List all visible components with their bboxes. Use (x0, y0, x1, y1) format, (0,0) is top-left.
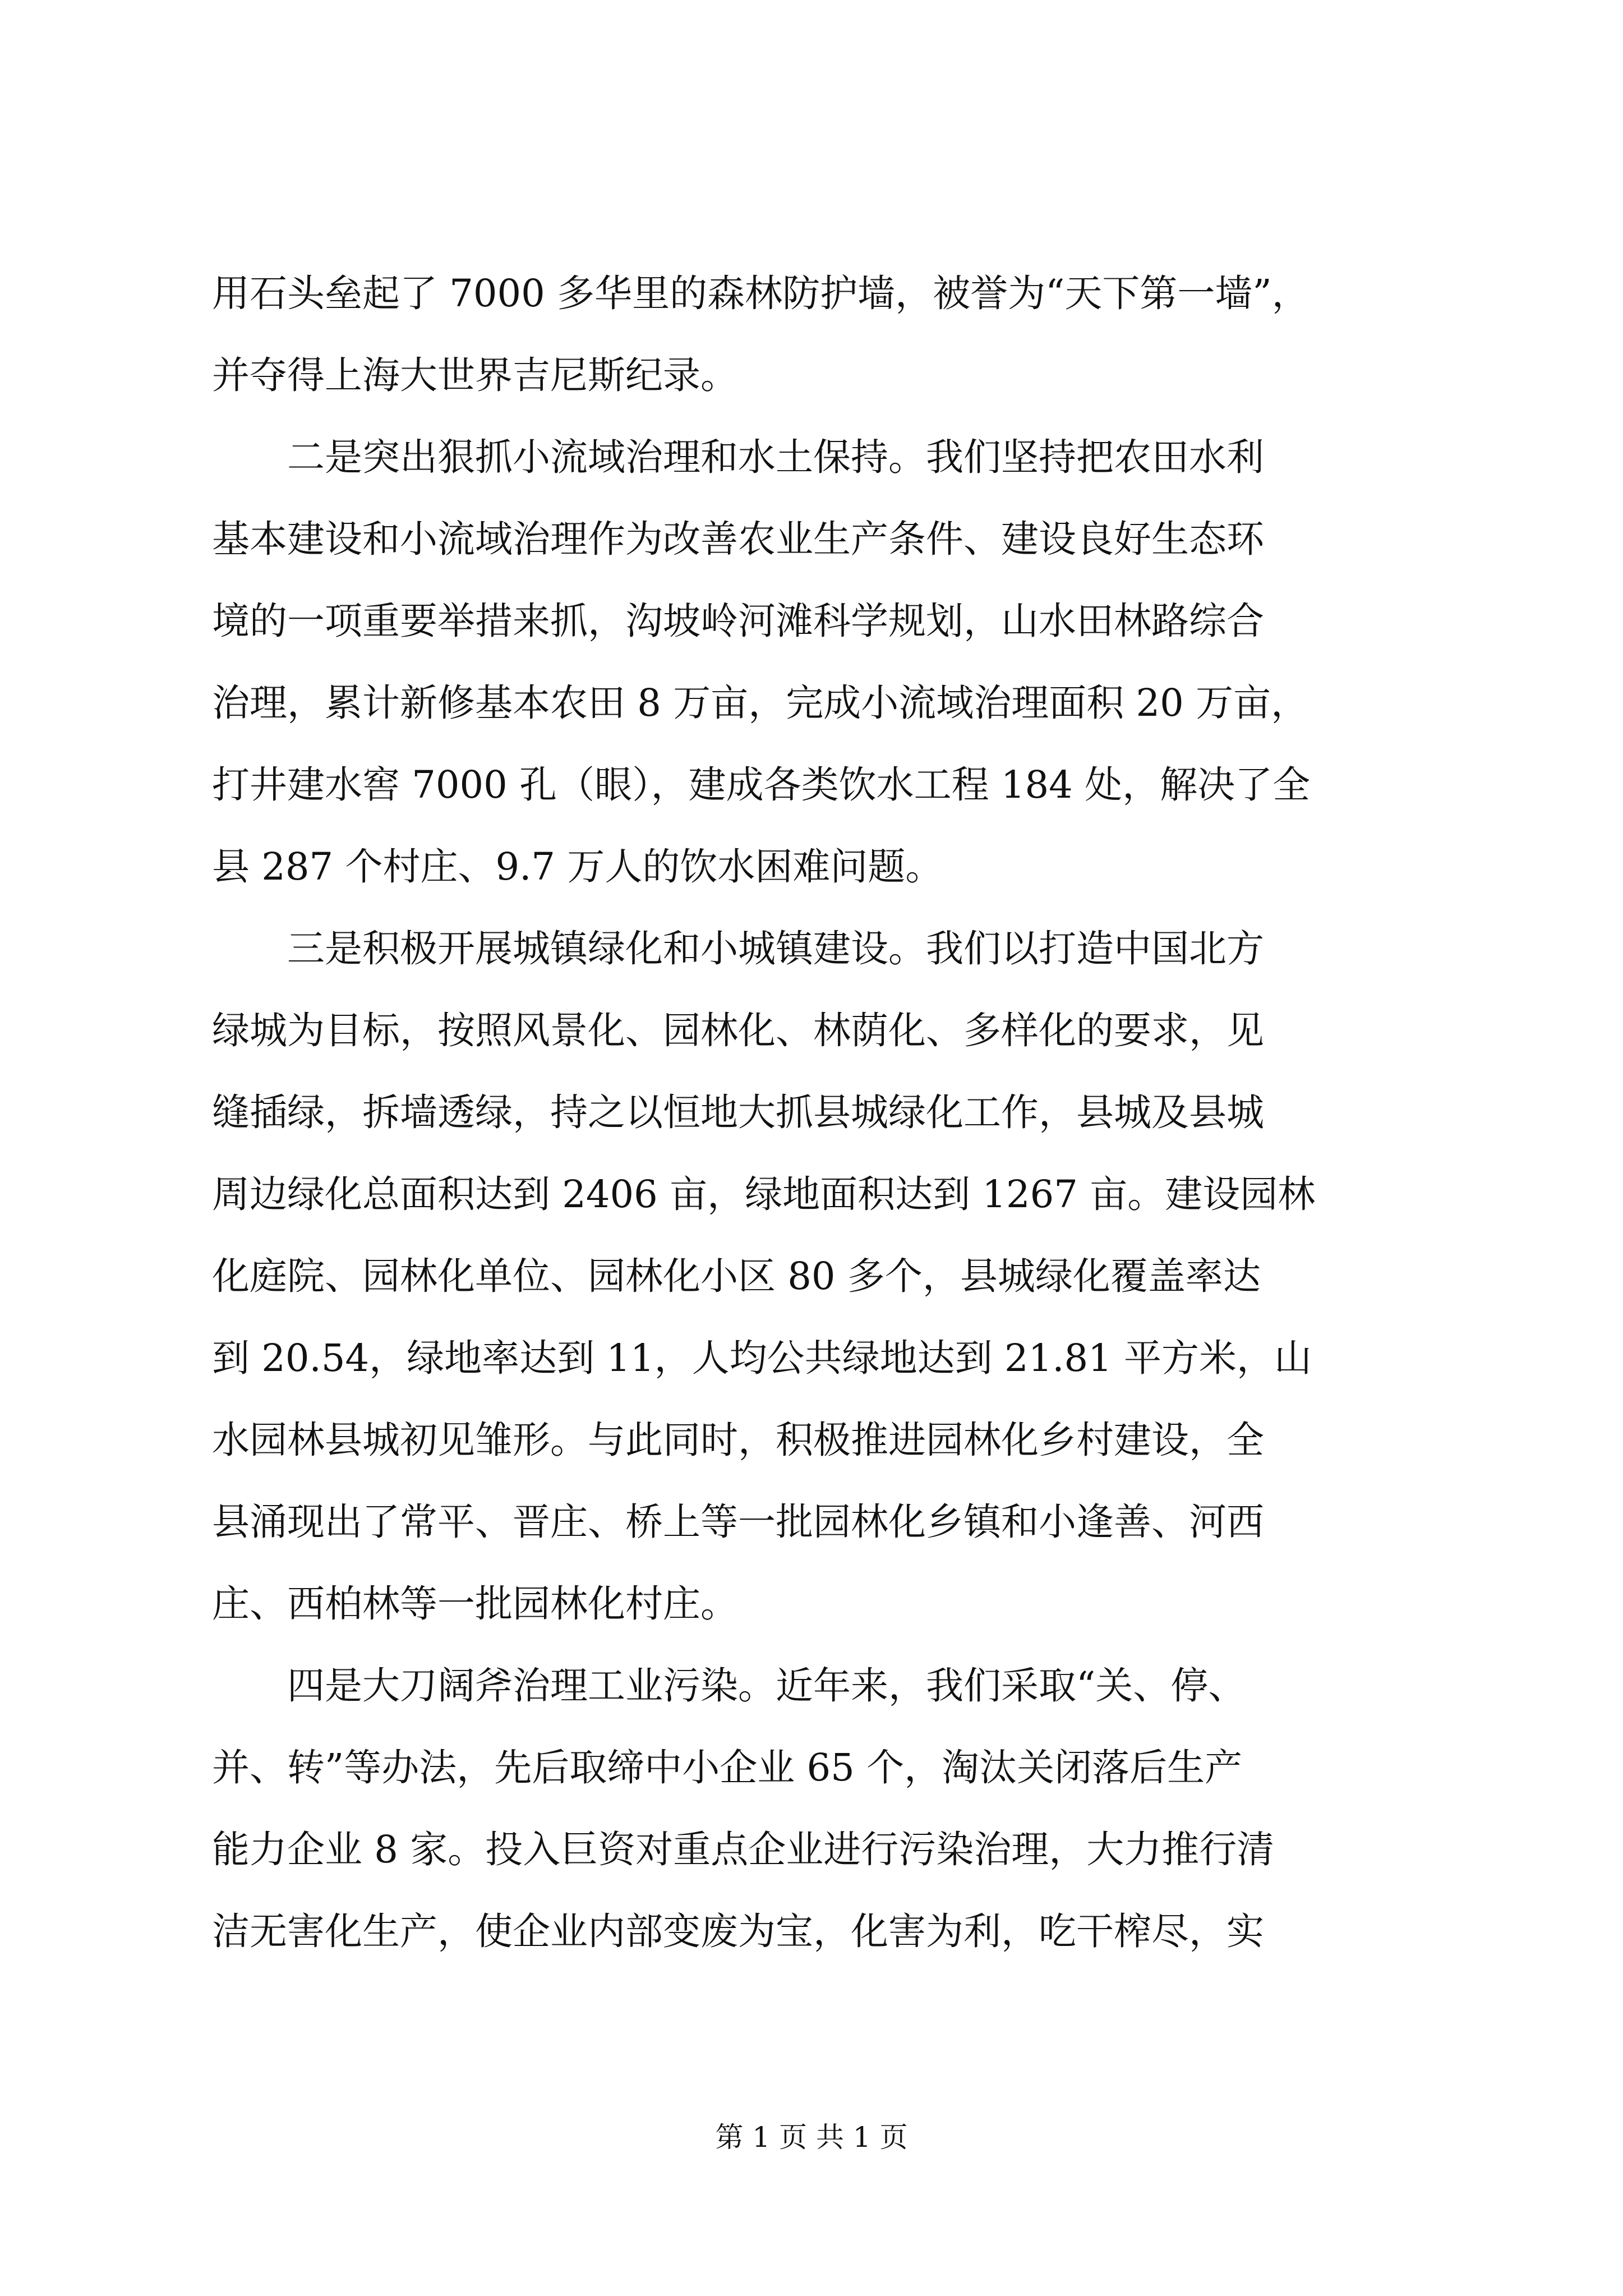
text-line: 并夺得上海大世界吉尼斯纪录。 (212, 353, 738, 397)
page-footer (0, 2115, 1623, 2155)
text-line: 水园林县城初见雏形。与此同时，积极推进园林化乡村建设，全 (212, 1418, 1264, 1462)
text-line: 到 20.54，绿地率达到 11，人均公共绿地达到 21.81 平方米，山 (212, 1336, 1312, 1380)
text-line: 二是突出狠抓小流域治理和水土保持。我们坚持把农田水利 (212, 435, 1264, 479)
text-line: 并、转”等办法，先后取缔中小企业 65 个，淘汰关闭落后生产 (212, 1746, 1243, 1789)
text-line: 用石头垒起了 7000 多华里的森林防护墙，被誉为“天下第一墙”， (212, 272, 1310, 315)
text-line: 基本建设和小流域治理作为改善农业生产条件、建设良好生态环 (212, 517, 1264, 561)
text-line: 三是积极开展城镇绿化和小城镇建设。我们以打造中国北方 (212, 927, 1264, 970)
text-line: 周边绿化总面积达到 2406 亩，绿地面积达到 1267 亩。建设园林 (212, 1172, 1316, 1216)
text-line: 打井建水窖 7000 孔（眼），建成各类饮水工程 184 处，解决了全 (212, 763, 1311, 807)
text-line: 缝插绿，拆墙透绿，持之以恒地大抓县城绿化工作，县城及县城 (212, 1091, 1264, 1134)
text-line: 境的一项重要举措来抓，沟坡岭河滩科学规划，山水田林路综合 (212, 599, 1264, 643)
page-number-label: 第 1 页 共 1 页 (715, 2121, 908, 2154)
text-line: 绿城为目标，按照风景化、园林化、林荫化、多样化的要求，见 (212, 1009, 1264, 1052)
text-line: 县涌现出了常平、晋庄、桥上等一批园林化乡镇和小逢善、河西 (212, 1500, 1264, 1544)
text-line: 四是大刀阔斧治理工业污染。近年来，我们采取“关、停、 (212, 1664, 1246, 1708)
text-line: 能力企业 8 家。投入巨资对重点企业进行污染治理，大力推行清 (212, 1828, 1275, 1871)
text-line: 治理，累计新修基本农田 8 万亩，完成小流域治理面积 20 万亩， (212, 681, 1309, 725)
body-text (212, 252, 1435, 1972)
text-line: 洁无害化生产，使企业内部变废为宝，化害为利，吃干榨尽，实 (212, 1910, 1264, 1953)
text-line: 庄、西柏林等一批园林化村庄。 (212, 1582, 738, 1626)
text-line: 化庭院、园林化单位、园林化小区 80 多个，县城绿化覆盖率达 (212, 1254, 1261, 1298)
text-line: 县 287 个村庄、9.7 万人的饮水困难问题。 (212, 845, 943, 889)
